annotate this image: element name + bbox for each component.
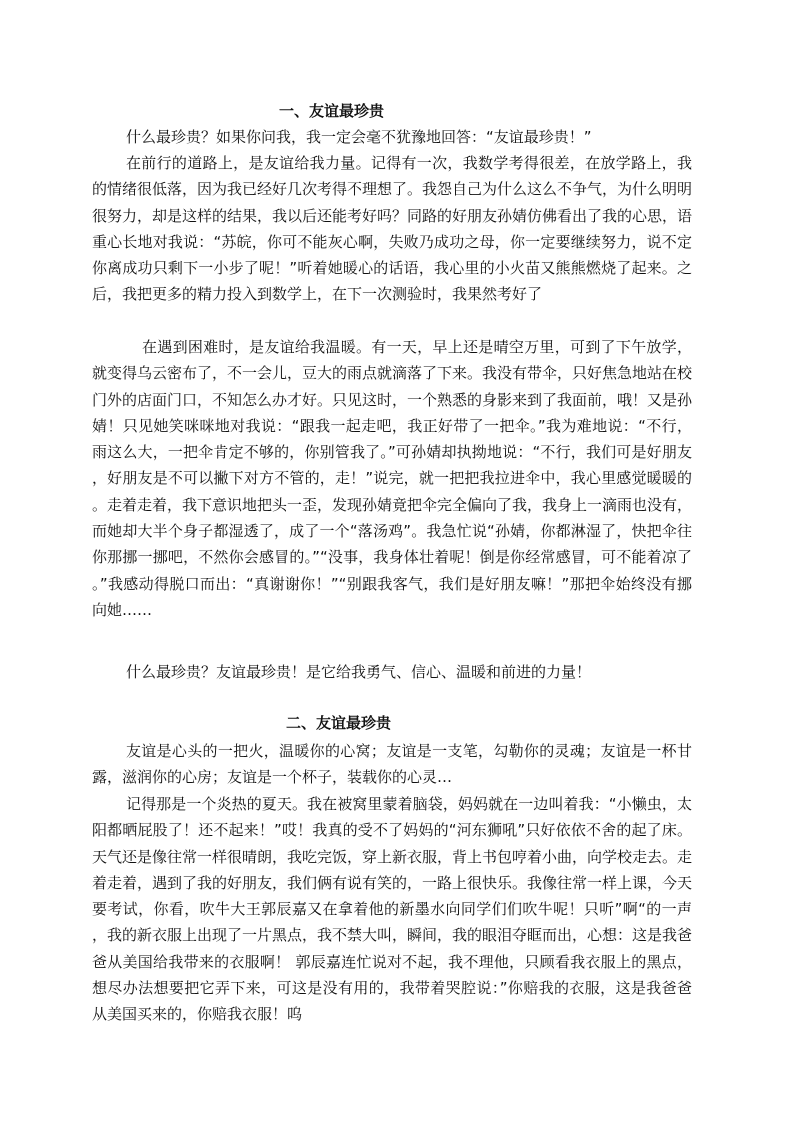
section-1-paragraph-3: 在遇到困难时，是友谊给我温暖。有一天，早上还是晴空万里，可到了下午放学，就变得乌云密布了，不一会儿，豆大的雨点就滴落了下来。我没有带伞，只好焦急地站在校门外的店面门口，不知怎么办才好。只见这时，一个熟悉的身影来到了我面前，哦！又是孙婧！只见她笑咪咪地对我说：“跟我一起走吧，我正好带了一把伞。”我为难地说：“不行，雨这么大，一把伞肯定不够的，你别管我了。”可孙婧却执拗地说：“不行，我们可是好朋友，好朋友是不可以撇下对方不管的，走！”说完，就一把把我拉进伞中，我心里感觉暖暖的。走着走着，我下意识地把头一歪，发现孙婧竟把伞完全偏向了我，我身上一滴雨也没有，而她却大半个身子都湿透了，成了一个“落汤鸡”。我急忙说“孙婧，你都淋湿了，快把伞往你那挪一挪吧，不然你会感冒的。”“没事，我身体壮着呢！倒是你经常感冒，可不能着凉了。”我感动得脱口而出：“真谢谢你！”“别跟我客气，我们是好朋友嘛！”那把伞始终没有挪向她…… bbox=[92, 338, 693, 619]
section-1-heading: 一、友谊最珍贵 bbox=[279, 102, 385, 120]
section-2-paragraph-2: 记得那是一个炎热的夏天。我在被窝里蒙着脑袋，妈妈就在一边叫着我：“小懒虫，太阳都晒屁股了！还不起来！”哎！我真的受不了妈妈的“河东狮吼”只好依依不舍的起了床。天气还是像往常一样很晴朗，我吃完饭，穿上新衣服，背上书包哼着小曲，向学校走去。走着走着，遇到了我的好朋友，我们俩有说有笑的，一路上很快乐。我像往常一样上课，今天要考试，你看，吹牛大王郭辰嘉又在拿着他的新墨水向同学们们吹牛呢！只听”啊“的一声，我的新衣服上出现了一片黑点，我不禁大叫，瞬间，我的眼泪夺眶而出，心想：这是我爸爸从美国给我带来的衣服啊！ 郭辰嘉连忙说对不起，我不理他，只顾看我衣服上的黑点，想尽办法想要把它弄下来，可这是没有用的，我带着哭腔说：”你赔我的衣服，这是我爸爸从美国买来的，你赔我衣服！呜 bbox=[92, 795, 693, 1024]
section-2-paragraph-1: 友谊是心头的一把火，温暖你的心窝；友谊是一支笔，勾勒你的灵魂；友谊是一杯甘露，滋润你的心房；友谊是一个杯子，装载你的心灵… bbox=[92, 742, 692, 787]
section-2-heading: 二、友谊最珍贵 bbox=[286, 714, 392, 732]
section-1-paragraph-1: 什么最珍贵？如果你问我，我一定会毫不犹豫地回答：“友谊最珍贵！” bbox=[126, 128, 592, 146]
section-1-paragraph-4: 什么最珍贵？友谊最珍贵！是它给我勇气、信心、温暖和前进的力量！ bbox=[126, 663, 592, 681]
section-1-paragraph-2: 在前行的道路上，是友谊给我力量。记得有一次，我数学考得很差，在放学路上，我的情绪很低落，因为我已经好几次考得不理想了。我怨自己为什么这么不争气，为什么明明很努力，却是这样的结果，我以后还能考好吗？同路的好朋友孙婧仿佛看出了我的心思，语重心长地对我说：“苏皖，你可不能灰心啊，失败乃成功之母，你一定要继续努力，说不定你离成功只剩下一小步了呢！”听着她暖心的话语，我心里的小火苗又熊熊燃烧了起来。之后，我把更多的精力投入到数学上，在下一次测验时，我果然考好了 bbox=[92, 154, 693, 304]
